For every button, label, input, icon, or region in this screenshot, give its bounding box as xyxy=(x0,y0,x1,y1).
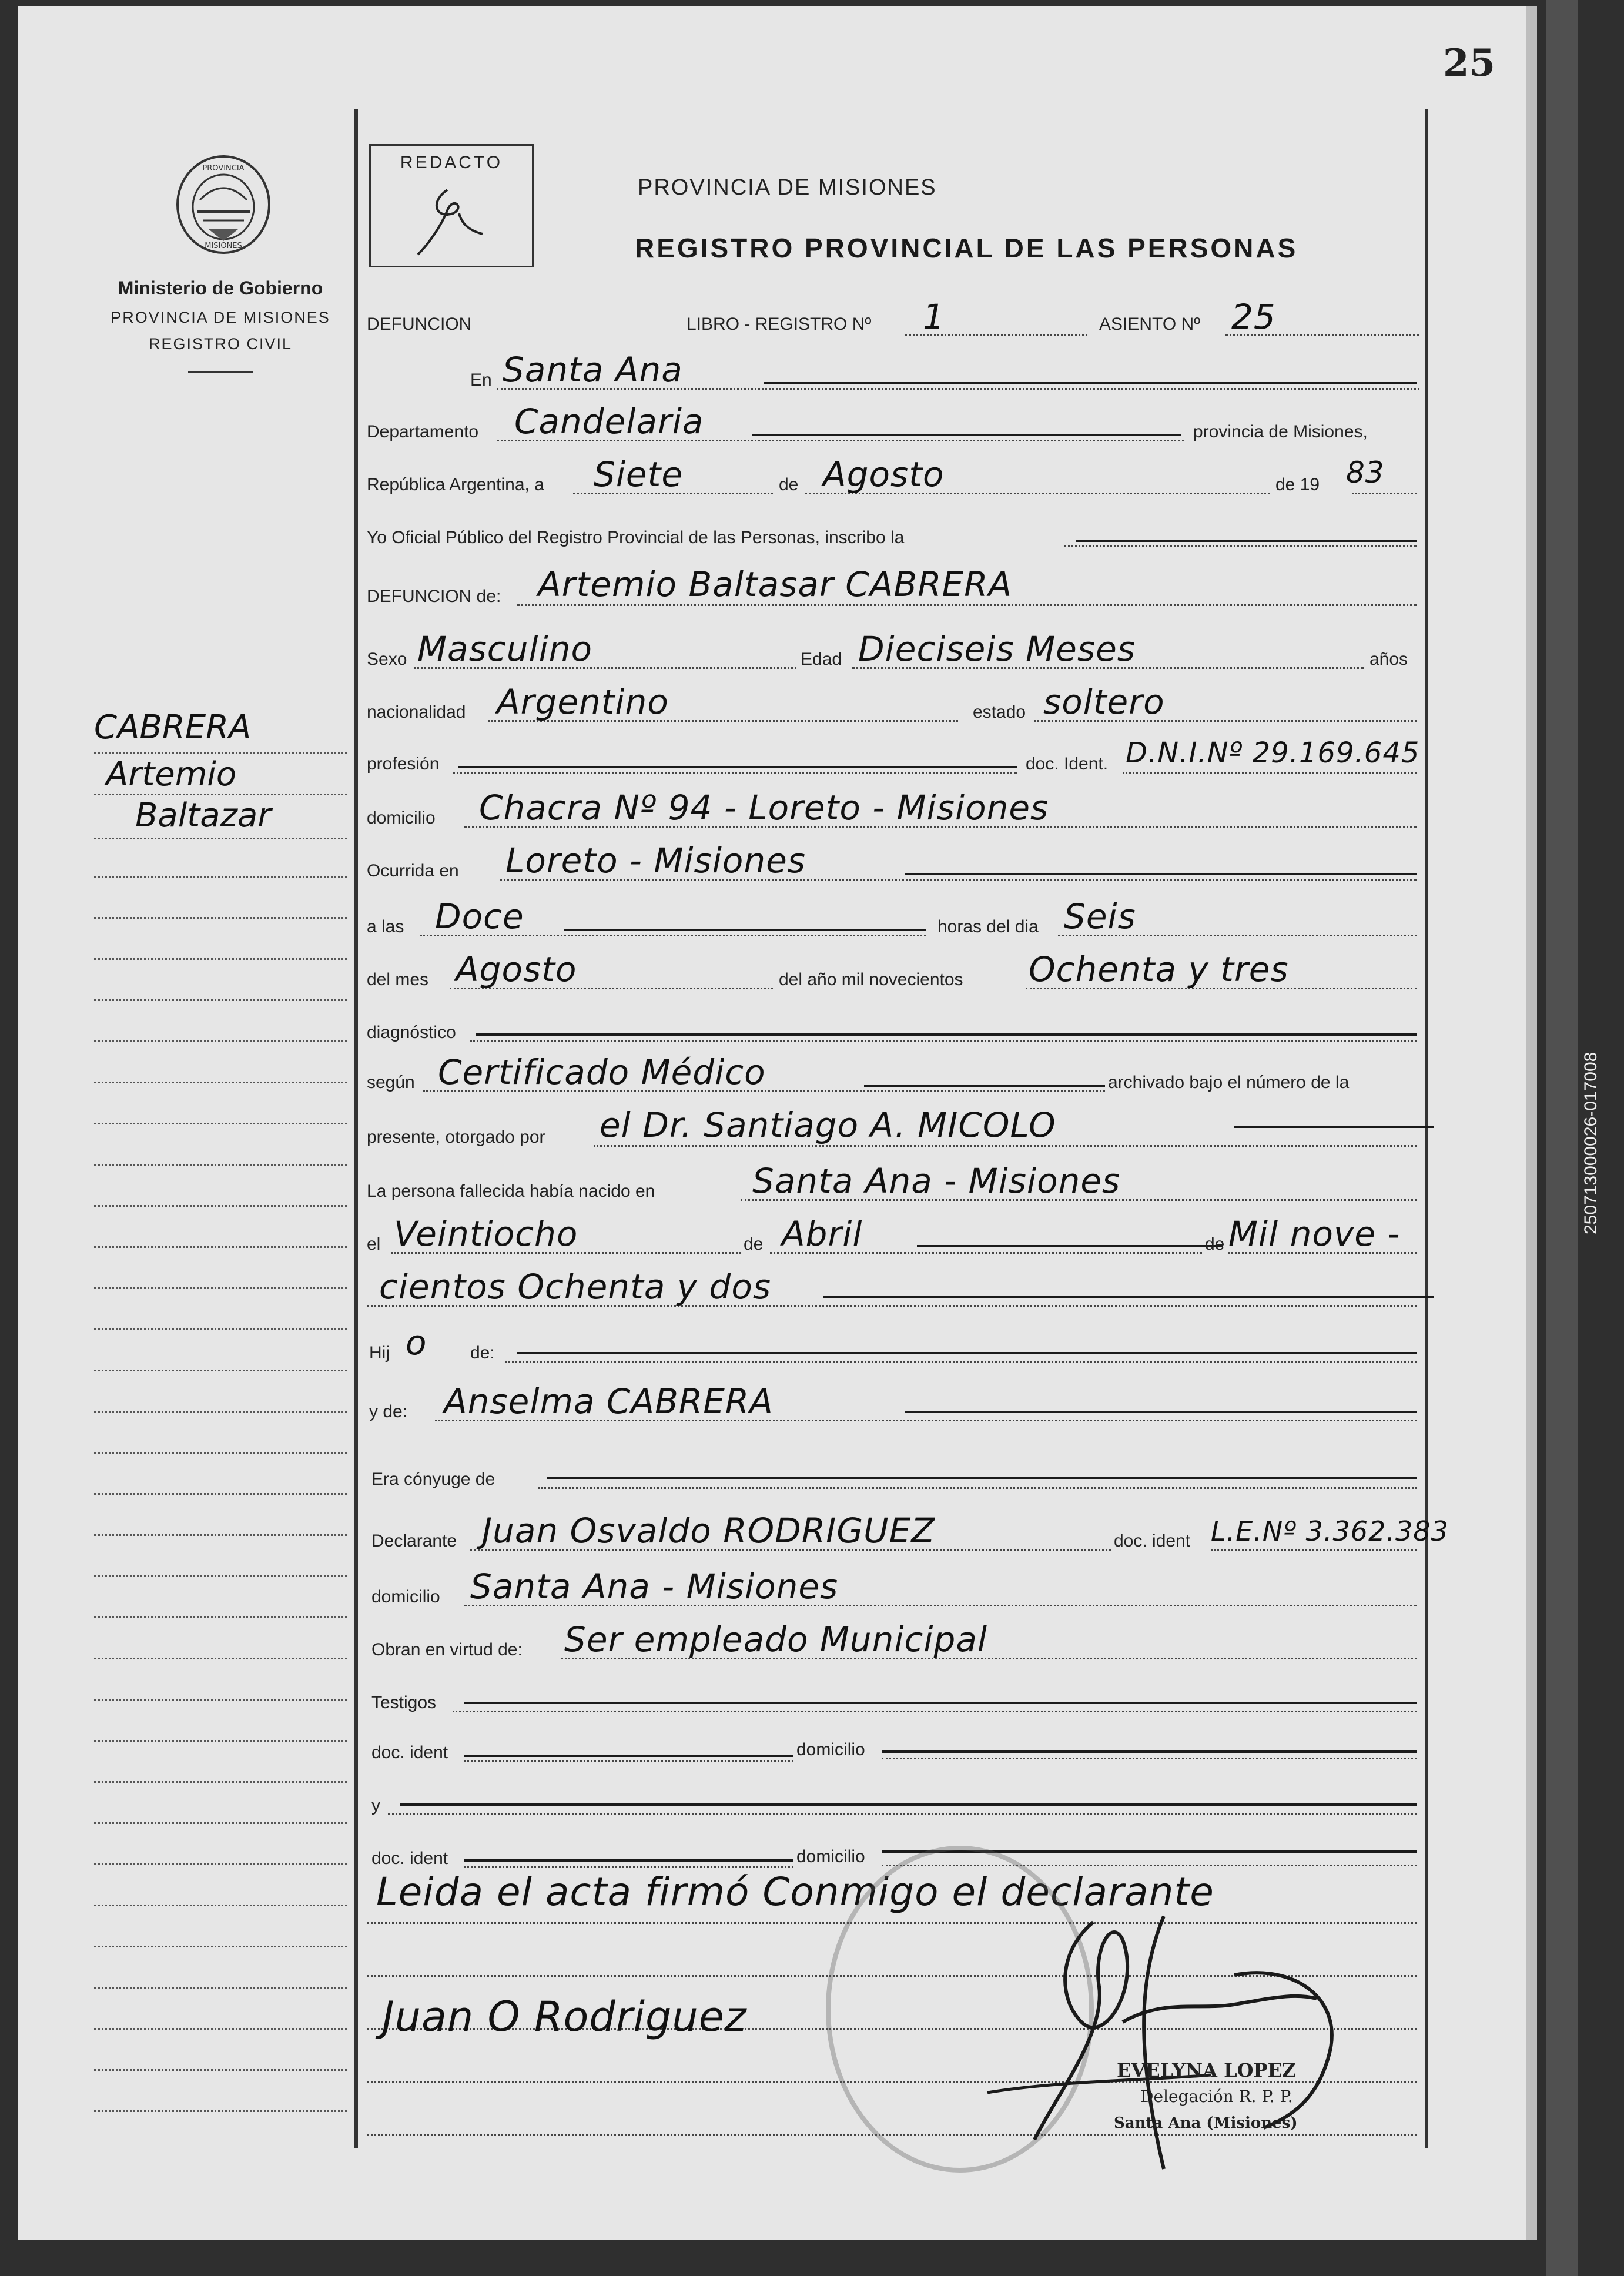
line-testigo2 xyxy=(388,1813,1417,1815)
value-estado: soltero xyxy=(1043,682,1165,722)
line-domicilio-testigo1 xyxy=(882,1758,1417,1759)
margin-line xyxy=(94,1164,347,1166)
label-declarante: Declarante xyxy=(371,1531,457,1551)
label-de1: de xyxy=(779,475,799,494)
line-padre xyxy=(505,1361,1417,1363)
fill-dash xyxy=(517,1352,1417,1354)
label-era-conyuge: Era cónyuge de xyxy=(371,1470,495,1489)
label-doc-ident3: doc. ident xyxy=(371,1743,448,1762)
margin-line xyxy=(94,1205,347,1207)
margin-line xyxy=(94,1452,347,1454)
label-nacionalidad: nacionalidad xyxy=(367,702,466,722)
value-ano-muerte: Ochenta y tres xyxy=(1029,949,1289,989)
margin-line xyxy=(94,2110,347,2112)
line-doc-declarante xyxy=(1211,1549,1417,1551)
label-anos: años xyxy=(1369,650,1408,669)
line-testigos xyxy=(453,1711,1417,1712)
fill-dash xyxy=(752,434,1181,436)
value-ocurrida: Loreto - Misiones xyxy=(505,841,806,881)
fill-dash xyxy=(464,1702,1417,1704)
ministry-rule xyxy=(188,371,253,373)
seal-text-bottom: MISIONES xyxy=(205,242,242,250)
label-defuncion-de: DEFUNCION de: xyxy=(367,587,501,606)
redacto-initials-signature xyxy=(406,178,506,260)
margin-surname: CABRERA xyxy=(94,708,252,747)
margin-line xyxy=(94,1493,347,1495)
margin-line xyxy=(94,1987,347,1989)
label-archivado: archivado bajo el número de la xyxy=(1108,1073,1350,1092)
ministry-title: Ministerio de Gobierno xyxy=(118,277,323,299)
line-doc xyxy=(1123,772,1417,774)
province-seal-icon xyxy=(173,153,273,256)
margin-line xyxy=(94,1246,347,1248)
value-madre: Anselma CABRERA xyxy=(444,1381,774,1421)
label-horas-dia: horas del dia xyxy=(937,917,1039,936)
officer-signature xyxy=(987,1905,1417,2181)
margin-second-name: Baltazar xyxy=(135,796,272,835)
fill-dash xyxy=(864,1085,1105,1087)
label-testigos: Testigos xyxy=(371,1693,437,1712)
label-estado: estado xyxy=(973,702,1026,722)
margin-line xyxy=(94,1822,347,1824)
margin-line xyxy=(94,958,347,960)
value-dia-muerte: Seis xyxy=(1064,896,1136,936)
value-mes-muerte: Agosto xyxy=(456,949,577,989)
value-domicilio: Chacra Nº 94 - Loreto - Misiones xyxy=(479,788,1049,828)
label-diagnostico: diagnóstico xyxy=(367,1023,456,1042)
label-obran: Obran en virtud de: xyxy=(371,1640,523,1659)
label-doc-ident: doc. Ident. xyxy=(1026,754,1109,774)
label-doc-ident2: doc. ident xyxy=(1114,1531,1191,1551)
label-a-las: a las xyxy=(367,917,404,936)
label-presente: presente, otorgado por xyxy=(367,1127,545,1147)
fill-dash xyxy=(905,873,1417,875)
declarant-signature: Juan O Rodriguez xyxy=(382,1993,747,2041)
label-defuncion: DEFUNCION xyxy=(367,314,472,334)
margin-line xyxy=(94,752,347,754)
margin-line xyxy=(94,2028,347,2030)
label-profesion: profesión xyxy=(367,754,440,774)
fill-dash xyxy=(905,1411,1417,1413)
label-ocurrida: Ocurrida en xyxy=(367,861,459,881)
margin-line xyxy=(94,1575,347,1577)
fill-dash xyxy=(458,766,1017,768)
line-nombre xyxy=(517,604,1417,606)
fill-dash xyxy=(547,1477,1417,1479)
label-el: el xyxy=(367,1234,381,1254)
label-provincia-misiones: provincia de Misiones, xyxy=(1193,422,1368,441)
value-leida: Leida el acta firmó Conmigo el declarante xyxy=(376,1869,1214,1914)
value-hij-suffix: o xyxy=(406,1323,427,1363)
value-doc-declarante: L.E.Nº 3.362.383 xyxy=(1211,1515,1449,1547)
value-obran: Ser empleado Municipal xyxy=(564,1619,988,1659)
margin-line xyxy=(94,1781,347,1783)
margin-line xyxy=(94,917,347,919)
fill-dash xyxy=(464,1859,793,1862)
label-libro: LIBRO - REGISTRO Nº xyxy=(687,314,872,334)
value-nacionalidad: Argentino xyxy=(497,682,669,722)
margin-first-name: Artemio xyxy=(106,755,237,794)
book-spine xyxy=(1546,0,1578,2276)
value-domicilio-declarante: Santa Ana - Misiones xyxy=(470,1567,839,1606)
value-sexo: Masculino xyxy=(417,629,592,669)
margin-line xyxy=(94,1411,347,1413)
fill-dash xyxy=(1076,540,1417,542)
margin-line xyxy=(94,1534,347,1536)
label-de-hij: de: xyxy=(470,1343,495,1363)
label-domicilio2: domicilio xyxy=(371,1587,440,1606)
margin-line xyxy=(94,1040,347,1042)
margin-line xyxy=(94,1863,347,1865)
fill-dash xyxy=(1234,1126,1434,1128)
label-domicilio3: domicilio xyxy=(796,1740,865,1759)
line-inscribo xyxy=(1064,545,1417,547)
margin-line xyxy=(94,1616,347,1618)
label-y-de: y de: xyxy=(369,1402,408,1421)
page-number: 25 xyxy=(1443,41,1496,85)
label-domicilio: domicilio xyxy=(367,808,436,828)
margin-line xyxy=(94,1370,347,1371)
side-code: 250713000026-017008 xyxy=(1581,1052,1600,1234)
registry-heading: REGISTRO PROVINCIAL DE LAS PERSONAS xyxy=(635,233,1298,263)
line-conyuge xyxy=(538,1487,1417,1489)
value-asiento: 25 xyxy=(1231,297,1276,337)
label-hij: Hij xyxy=(369,1343,390,1363)
fill-dash xyxy=(823,1296,1434,1298)
fill-dash xyxy=(476,1033,1417,1036)
fill-dash xyxy=(564,929,926,931)
fill-dash xyxy=(882,1750,1417,1753)
value-doc: D.N.I.Nº 29.169.645 xyxy=(1126,737,1420,769)
value-ano-nac-1: Mil nove - xyxy=(1228,1214,1401,1254)
value-dia-nac: Veintiocho xyxy=(394,1214,578,1254)
value-en: Santa Ana xyxy=(503,350,683,390)
label-domicilio4: domicilio xyxy=(796,1847,865,1866)
margin-line xyxy=(94,1658,347,1659)
value-lugar-nac: Santa Ana - Misiones xyxy=(752,1161,1121,1201)
value-otorgado: el Dr. Santiago A. MICOLO xyxy=(600,1105,1056,1145)
margin-line xyxy=(94,838,347,839)
value-ano: 83 xyxy=(1346,456,1385,490)
redacto-label: REDACTO xyxy=(400,153,503,172)
label-sexo: Sexo xyxy=(367,650,407,669)
margin-line xyxy=(94,2069,347,2071)
label-del-mes: del mes xyxy=(367,970,429,989)
line-diagnostico xyxy=(470,1040,1417,1042)
line-profesion xyxy=(453,772,1017,774)
value-mes-nac: Abril xyxy=(782,1214,863,1254)
ministry-province: PROVINCIA DE MISIONES xyxy=(111,309,330,326)
redacto-box xyxy=(369,144,534,267)
margin-line xyxy=(94,1740,347,1742)
label-asiento: ASIENTO Nº xyxy=(1099,314,1201,334)
label-yo-oficial: Yo Oficial Público del Registro Provincial de las Personas, inscribo la xyxy=(367,528,905,547)
value-edad: Dieciseis Meses xyxy=(858,629,1136,669)
label-de19: de 19 xyxy=(1275,475,1320,494)
value-hora: Doce xyxy=(435,896,524,936)
label-y: y xyxy=(371,1796,380,1815)
margin-line xyxy=(94,1082,347,1083)
label-segun: según xyxy=(367,1073,415,1092)
margin-line xyxy=(94,876,347,878)
margin-line xyxy=(94,794,347,795)
label-doc-ident4: doc. ident xyxy=(371,1849,448,1868)
left-column-rule xyxy=(354,109,358,2148)
ministry-registry: REGISTRO CIVIL xyxy=(148,335,293,353)
margin-line xyxy=(94,1946,347,1947)
seal-text-top: PROVINCIA xyxy=(202,164,245,173)
value-mes: Agosto xyxy=(823,454,945,494)
margin-line xyxy=(94,1328,347,1330)
label-de3: de xyxy=(1205,1234,1225,1254)
line-doc-testigo1 xyxy=(464,1760,793,1762)
value-libro: 1 xyxy=(923,297,945,337)
fill-dash xyxy=(764,382,1417,384)
margin-line xyxy=(94,1905,347,1906)
value-segun: Certificado Médico xyxy=(438,1052,766,1092)
label-del-ano: del año mil novecientos xyxy=(779,970,963,989)
label-edad: Edad xyxy=(801,650,842,669)
officer-office: Delegación R. P. P. xyxy=(1140,2087,1293,2106)
margin-line xyxy=(94,999,347,1001)
line-doc-testigo2 xyxy=(464,1866,793,1868)
label-departamento: Departamento xyxy=(367,422,479,441)
officer-place: Santa Ana (Misiones) xyxy=(1114,2114,1298,2132)
value-ano-nac-2: cientos Ochenta y dos xyxy=(379,1267,772,1307)
line-otorgado xyxy=(594,1145,1417,1147)
margin-line xyxy=(94,1123,347,1124)
value-dia: Siete xyxy=(594,454,684,494)
fill-dash xyxy=(464,1755,793,1757)
fill-dash xyxy=(400,1803,1417,1806)
province-heading: PROVINCIA DE MISIONES xyxy=(638,175,937,200)
officer-name: EVELYNA LOPEZ xyxy=(1117,2059,1296,2081)
label-de2: de xyxy=(744,1234,764,1254)
margin-line xyxy=(94,1699,347,1701)
margin-line xyxy=(94,1287,347,1289)
label-en: En xyxy=(470,370,492,390)
label-republica: República Argentina, a xyxy=(367,475,544,494)
label-persona-fallecida: La persona fallecida había nacido en xyxy=(367,1181,655,1201)
line-ano xyxy=(1352,493,1417,494)
right-column-rule xyxy=(1425,109,1428,2148)
value-nombre: Artemio Baltasar CABRERA xyxy=(538,564,1013,604)
value-departamento: Candelaria xyxy=(514,401,704,441)
fill-dash xyxy=(917,1245,1223,1247)
value-declarante: Juan Osvaldo RODRIGUEZ xyxy=(482,1511,935,1551)
